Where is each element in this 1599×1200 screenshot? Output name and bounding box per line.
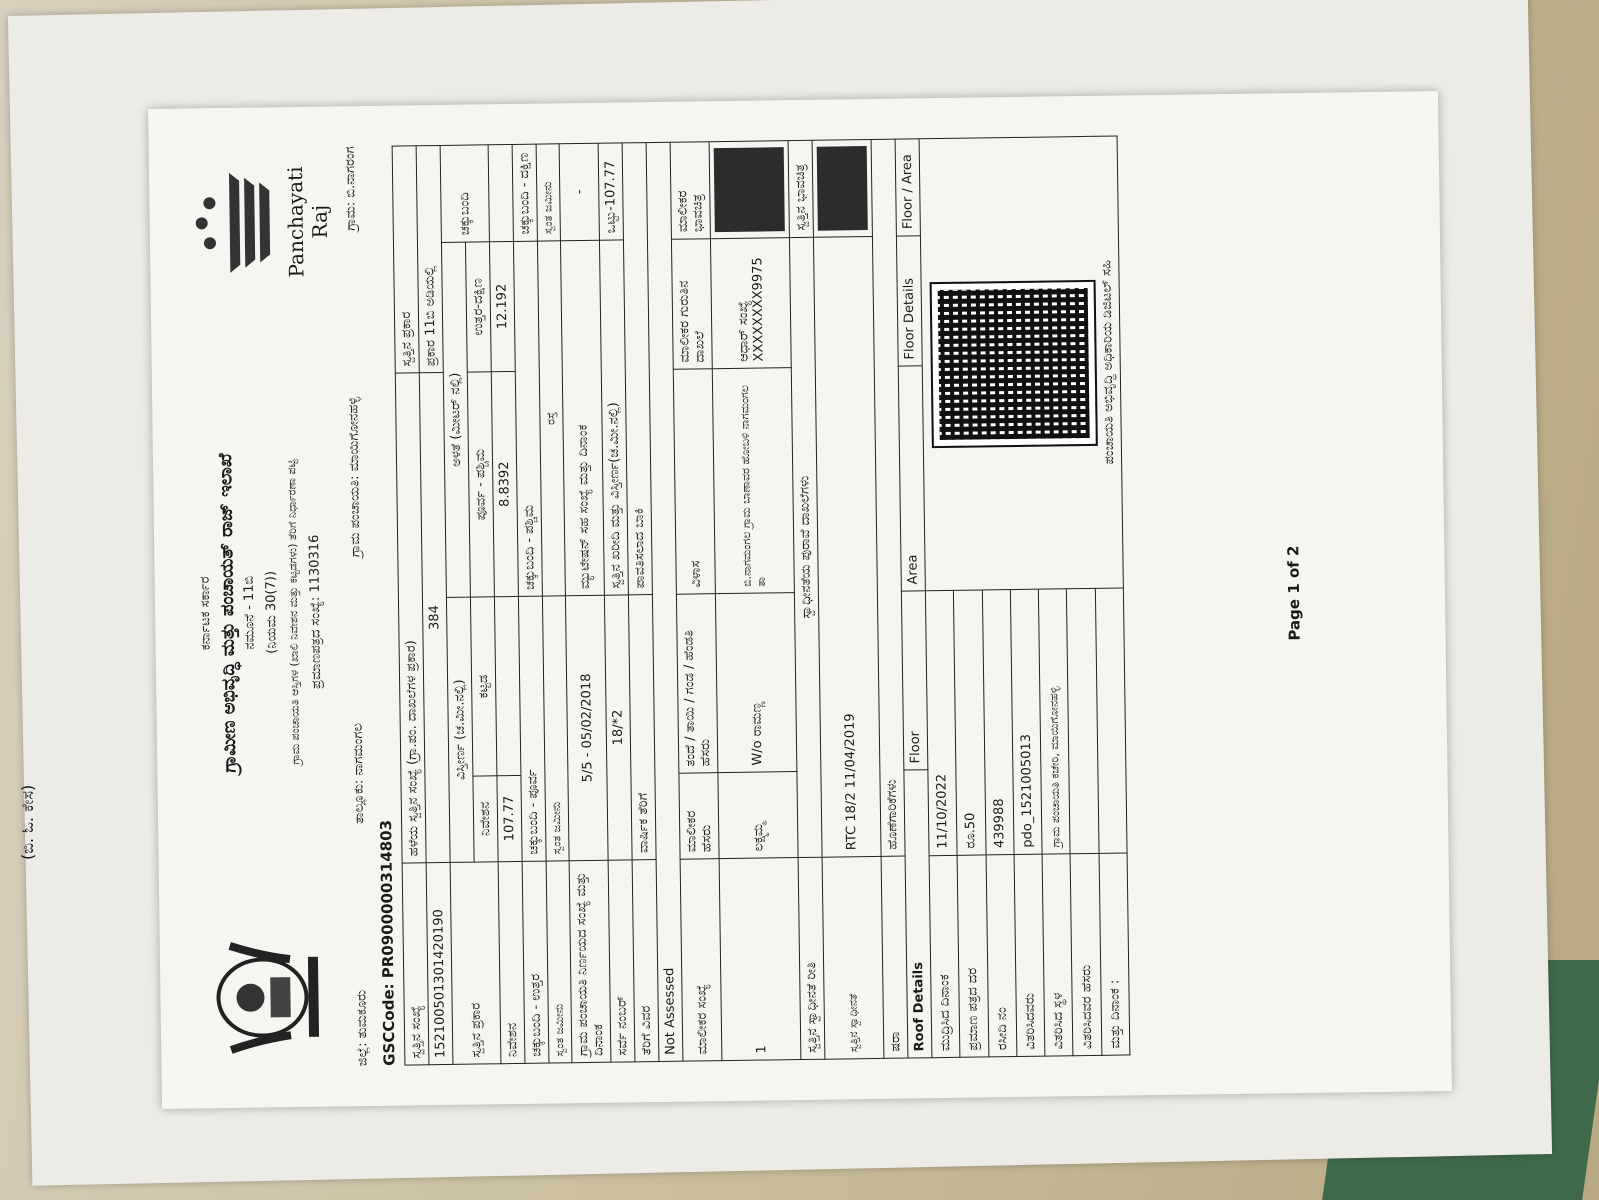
label-signature: ಪಂಚಾಯತಿ ಅಭಿವೃದ್ಧಿ ಅಧಿಕಾರಿಯ ಡಿಜಿಟಲ್ ಸಹಿ: [1099, 259, 1118, 465]
value-id-type: ಆಧಾರ್ ಸಂಖ್ಯೆ: [735, 300, 752, 362]
label-roof: Roof Details: [904, 770, 932, 1058]
label-type: ಸ್ವತ್ತಿನ ಪ್ರಕಾರ: [450, 862, 501, 1065]
govt-name: ಕರ್ನಾಟಕ ಸರ್ಕಾರ: [197, 576, 214, 651]
karnataka-emblem-icon: [200, 927, 332, 1069]
value-north: ಸ್ವಂತ ಜಮೀನು: [546, 861, 572, 1063]
label-east: ಚಕ್ಕುಬಂದಿ - ಪೂರ್ವ: [518, 596, 546, 861]
gsc-code: GSCCode: PR0900000314803: [377, 819, 399, 1066]
page-number: Page 1 of 2: [1284, 545, 1304, 641]
value-address: ಬಿ.ನಾಗಮಂಗಲ ಗ್ರಾಮ ಬಾಣಾವರ ಹೋಬಳಿ ನಾಗಮಂಗಲ ತಾ: [712, 368, 794, 594]
label-east-west: ಪೂರ್ವ - ಪಶ್ಚಿಮ: [467, 372, 494, 597]
label-site-row: ನಿವೇಶನ: [498, 861, 525, 1063]
label-floor-2: Floor: [900, 196, 916, 230]
label-owner-no: ಮಾಲೀಕರ ಸಂಖ್ಯೆ: [680, 858, 722, 1061]
village: ಗ್ರಾಮ: ಬಿ.ನಾಗರಂಗ: [342, 146, 359, 231]
property-table: [392, 136, 1131, 1066]
label-prop-type: ಸ್ವತ್ತಿನ ಪ್ರಕಾರ: [392, 146, 419, 373]
label-site: ನಿವೇಶನ: [473, 776, 498, 862]
value-tax-status: Not Assessed: [646, 142, 683, 1061]
panchayati-raj-logo: [189, 147, 332, 299]
label-area-2: Area: [899, 154, 916, 185]
owner-photo: [714, 147, 785, 232]
value-relation: W/o ರಾಮಣ್ಣ: [715, 593, 796, 773]
rule-number: (ನಿಯಮ 30(7)): [263, 570, 280, 654]
label-resolution: ಗ್ರಾಮ ಪಂಚಾಯತಿ ನಿರ್ಣಯದ ಸಂಖ್ಯೆ ಮತ್ತು ದಿನಾಂಕ: [569, 860, 611, 1063]
value-total-area: ಒಟ್ಟು-107.77: [598, 143, 623, 240]
label-owner-name: ಮಾಲೀಕರ ಹೆಸರು: [679, 773, 719, 859]
value-remarks: ಹೊಣೆಗಾರಿಕೆಗಳು: [871, 139, 905, 856]
label-mutation: ಮ್ಯುಟೇಷನ್ ಸಹ ಸಂಖ್ಯೆ ಮತ್ತು ದಿನಾಂಕ: [560, 240, 604, 596]
department-title: ಗ್ರಾಮೀಣ ಅಭಿವೃದ್ಧಿ ಮತ್ತು ಪಂಚಾಯತ್ ರಾಜ್ ಇಲಾಖೆ: [214, 453, 241, 773]
form-number: ನಮೂನೆ - 11ಬಿ: [241, 575, 258, 650]
label-floor: Floor: [901, 591, 927, 770]
value-mutation: -: [559, 143, 599, 240]
label-remarks: ಷರಾ: [881, 856, 908, 1058]
label-prop-photo: ಸ್ವತ್ತಿನ ಭಾವಚಿತ್ರ: [788, 140, 813, 237]
label-issuer-place: ವಿತರಿಸಿದ ಸ್ಥಳ: [1042, 854, 1073, 1057]
label-value: ಸ್ವತ್ತಿನ ಖರೀದಿ ಮತ್ತು ವಿಸ್ತೀರ್ಣ(ಚ.ಮೀ.ನಲ್ಲಿ): [599, 240, 628, 596]
value-place: ಗ್ರಾಮ ಪಂಚಾಯತಿ ಕಚೇರಿ, ಮಾಯಿಗೋನಹಳ್ಳಿ: [1038, 589, 1070, 854]
brand-name: Panchayati Raj: [282, 166, 332, 278]
value-ew: 8.8392: [491, 372, 518, 597]
label-north-south: ಉತ್ತರ-ದಕ್ಷಿಣ: [465, 241, 491, 372]
value-east: ಸ್ವಂತ ಜಮೀನು: [542, 596, 569, 861]
value-resolution: 5/5 - 05/02/2018: [565, 595, 608, 860]
value-doc: RTC 18/2 11/04/2019: [813, 236, 881, 857]
label-annual-tax: ವಾರ್ಷಿಕ ತೆರಿಗೆ: [628, 595, 656, 860]
owner-photo-cell: [709, 141, 789, 239]
value-id-no: XXXXXXXX9975: [750, 257, 767, 362]
label-old-no: ಹಳೆಯ ಸ್ವತ್ತಿನ ಸಂಖ್ಯೆ (ಗ್ರಾ.ಪಂ. ದಾಖಲೆಗಳ ಪ್ರಕಾರ): [395, 373, 426, 863]
label-fee: ಪ್ರಮಾಣ ಪತ್ರದ ದರ: [957, 855, 988, 1058]
label-survey: ಸರ್ವೆ ನಂಬರ್: [608, 860, 635, 1062]
value-owner-name: ಲಕ್ಷ್ಮಮ್ಮ: [718, 772, 798, 859]
label-photo: ಮಾಲೀಕರ ಭಾವಚಿತ್ರ: [670, 142, 710, 239]
value-survey: 18/*2: [604, 595, 632, 860]
label-south: ಚಕ್ಕುಬಂದಿ - ದಕ್ಷಿಣ: [512, 144, 537, 241]
label-address: ವಿಳಾಸ: [673, 369, 715, 595]
certificate-number: ಪ್ರಮಾಣಪತ್ರದ ಸಂಖ್ಯೆ: 1130316: [307, 534, 325, 689]
floor-area-cell: Floor / Area: [895, 139, 920, 236]
prop-photo-cell: [812, 139, 872, 236]
label-tax-detail: ತೆರಿಗೆ ವಿವರ: [632, 859, 659, 1061]
value-west: ರಸ್ತೆ: [537, 240, 565, 596]
label-receipt: ರಸೀದಿ ನಂ: [986, 854, 1017, 1057]
handwritten-note: (ಬಿ. ಓ. ಕೇಸ): [18, 784, 37, 860]
label-north: ಚಕ್ಕುಬಂದಿ - ಉತ್ತರ: [522, 861, 549, 1063]
label-boundaries: ಚಕ್ಕುಬಂದಿ: [440, 145, 489, 242]
label-issue-date: ಮುದ್ರಿಸಿದ ದಿನಾಂಕ: [929, 855, 960, 1058]
property-photo: [817, 146, 868, 230]
label-paid: ಪಾವತಿಸಲಾದ ಬಾಕಿ: [622, 143, 652, 595]
value-issue-date: 11/10/2022: [925, 590, 957, 855]
value-old-no: 384: [419, 373, 450, 863]
label-id-type: ಮಾಲೀಕರ ಗುರುತಿನ ದಾಖಲೆ: [671, 238, 712, 369]
label-area: ವಿಸ್ತೀರ್ಣ (ಚ.ಮೀ.ನಲ್ಲಿ): [446, 597, 474, 862]
value-prop-type: ಪ್ರಕಾರ 11ಬಿ ಅಡಿಯಲ್ಲಿ: [416, 145, 443, 372]
value-fee: ರೂ.50: [954, 590, 986, 855]
label-floor-details: Floor Details: [896, 235, 922, 366]
value-issuer: pdo_1521005013: [1010, 589, 1042, 854]
value-site-area: 107.77: [497, 775, 522, 861]
title-block: [191, 317, 331, 909]
district: ಜಿಲ್ಲೆ: ತುಮಕೂರು: [354, 989, 371, 1067]
panchayati-raj-icon: [189, 162, 281, 283]
label-area-h: Area: [898, 366, 925, 591]
form-description: ಗ್ರಾಮ ಪಂಚಾಯತಿ ಆಸ್ತಿಗಳ (ಖಾಲಿ ನಿವೇಶನ ಮತ್ತು ಕಟ್ಟಡಗಳು) ತೆರಿಗೆ ನಿರ್ಧಾರಣಾ ಪಟ್ಟಿ: [284, 459, 303, 765]
value-receipt: 439988: [982, 590, 1014, 855]
label-west: ಚಕ್ಕುಬಂದಿ - ಪಶ್ಚಿಮ: [513, 241, 542, 597]
label-doc-list: ಸ್ವಾಧೀನತೆಯ ಪುರಾವೆ ದಾಖಲೆಗಳು: [789, 237, 822, 857]
qr-code-icon: [932, 281, 1096, 445]
label-receiver: ವಿತರಿಸಿದವರ ಹೆಸರು: [1070, 853, 1101, 1056]
value-property-no: 152100501301420190: [426, 862, 453, 1064]
label-relation: ತಂದೆ / ತಾಯಿ / ಗಂಡ / ಹೆಂಡತಿ ಹೆಸರು: [676, 594, 717, 773]
owner-id-cell: [710, 237, 791, 369]
value-owner-no: 1: [719, 857, 801, 1060]
label-issuer: ವಿತರಿಸಿದವರು: [1014, 854, 1045, 1057]
gram-panchayat: ಗ್ರಾಮ ಪಂಚಾಯತಿ: ಮಾಯಿಗೋನಹಳ್ಳಿ: [346, 396, 364, 558]
document-header: [189, 146, 352, 1068]
signature-cell: [919, 136, 1123, 591]
label-date: ಮತ್ತು ದಿನಾಂಕ :: [1099, 853, 1130, 1056]
label-doc-type: ಸ್ವತ್ತಿನ ಸ್ವಾಧೀನತೆ ರೀತಿ: [798, 857, 825, 1059]
label-measurement: ಅಳತೆ (ಮೀಟರ್ ನಲ್ಲಿ): [441, 242, 470, 598]
value-south: ಸ್ವಂತ ಜಮೀನು: [536, 144, 560, 241]
label-property-no: ಸ್ವತ್ತಿನ ಸಂಖ್ಯೆ: [402, 863, 429, 1065]
label-building: ಕಟ್ಟಡ: [470, 597, 496, 776]
value-ns: 12.192: [489, 241, 515, 372]
taluk: ತಾಲ್ಲೂಕು: ನಾಗಮಂಗಲ: [350, 723, 368, 824]
label-ownership-doc: ಸ್ವತ್ತಿನ ಸ್ವಾಧೀನತೆ: [822, 856, 884, 1059]
form-11b-document: [148, 91, 1452, 1109]
